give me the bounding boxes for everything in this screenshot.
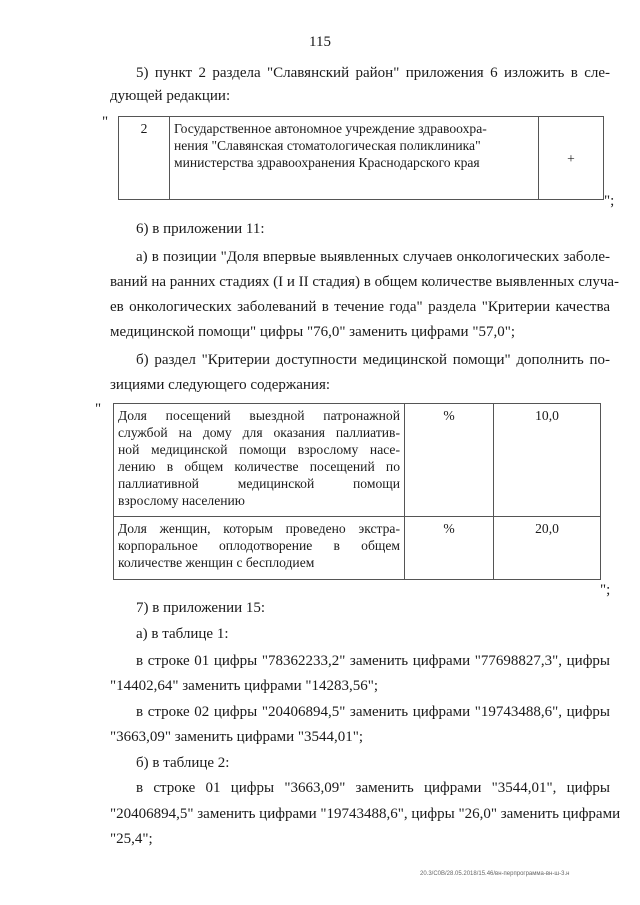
table-row [114, 404, 601, 517]
item5-open-quote: " [102, 114, 109, 130]
item7-line1: 7) в приложении 15: [136, 600, 266, 616]
item6-b-line: зициями следующего содержания: [110, 377, 331, 393]
item7-a-row02-line: в строке 02 цифры "20406894,5" заменить цифрами "19743488,6", цифры [136, 704, 610, 720]
indicator-cell [114, 404, 405, 517]
cell-line: количестве женщин с бесплодием [118, 555, 315, 570]
item6-a-line: ев онкологических заболеваний в течение года" раздела "Критерии качества [110, 299, 610, 315]
item6-table [113, 403, 601, 580]
item6-open-quote: " [95, 401, 102, 417]
item6-a-line: а) в позиции "Доля впервые выявленных случаев онкологических заболе- [136, 249, 610, 265]
table-row [114, 517, 601, 580]
page-number: 115 [309, 34, 331, 50]
institution-cell [170, 117, 539, 200]
cell-line: взрослому населению [118, 493, 245, 508]
item7-a-row01-line: "14402,64" заменить цифрами "14283,56"; [110, 678, 379, 694]
item5-close-quote: "; [604, 193, 615, 209]
item6-line1: 6) в приложении 11: [136, 221, 265, 237]
cell-line: Государственное автономное учреждение здравоохра- [174, 121, 487, 136]
indicator-cell [114, 517, 405, 580]
unit-cell: % [405, 404, 494, 517]
document-footer-code: 20.3/С0В/28.05.2018/15.46/вн-перпрограмма-вн-ш-3.н [420, 871, 570, 877]
table-row [119, 117, 604, 200]
cell-line: корпоральное оплодотворение в общем [118, 538, 400, 553]
item7-b-row01-line: в строке 01 цифры "3663,09" заменить цифрами "3544,01", цифры [136, 780, 610, 796]
item6-close-quote: "; [600, 582, 611, 598]
cell-line: министерства здравоохранения Краснодарского края [174, 155, 480, 170]
item7-a-row02-line: "3663,09" заменить цифрами "3544,01"; [110, 729, 364, 745]
item7-b-row01-line: "25,4"; [110, 831, 153, 847]
cell-line: службой на дому для оказания паллиатив- [118, 425, 400, 440]
cell-line: Доля женщин, которым проведено экстра- [118, 521, 400, 536]
item5-line1: 5) пункт 2 раздела "Славянский район" приложения 6 изложить в сле- [136, 65, 610, 81]
item7-b-row01-line: "20406894,5" заменить цифрами "19743488,6", цифры "26,0" заменить цифрами [110, 806, 621, 822]
item7-b-title: б) в таблице 2: [136, 755, 230, 771]
cell-line: Доля посещений выездной патронажной [118, 408, 400, 423]
item5-line2: дующей редакции: [110, 88, 231, 104]
item6-a-line: медицинской помощи" цифры "76,0" заменить цифрами "57,0"; [110, 324, 515, 340]
item7-a-row01-line: в строке 01 цифры "78362233,2" заменить цифрами "77698827,3", цифры [136, 653, 610, 669]
cell-line: ной медицинской помощи взрослому насе- [118, 442, 400, 457]
unit-cell: % [405, 517, 494, 580]
value-cell: 10,0 [494, 404, 601, 517]
item6-b-line: б) раздел "Критерии доступности медицинской помощи" дополнить по- [136, 352, 610, 368]
row-number-cell: 2 [119, 117, 170, 200]
mark-cell: + [539, 117, 604, 200]
item6-a-line: ваний на ранних стадиях (I и II стадия) в общем количестве выявленных случа- [110, 274, 620, 290]
item7-a-title: а) в таблице 1: [136, 626, 229, 642]
value-cell: 20,0 [494, 517, 601, 580]
cell-line: паллиативной медицинской помощи [118, 476, 400, 491]
cell-line: нения "Славянская стоматологическая поликлиника" [174, 138, 481, 153]
cell-line: лению в общем количестве посещений по [118, 459, 400, 474]
item5-table [118, 116, 604, 200]
